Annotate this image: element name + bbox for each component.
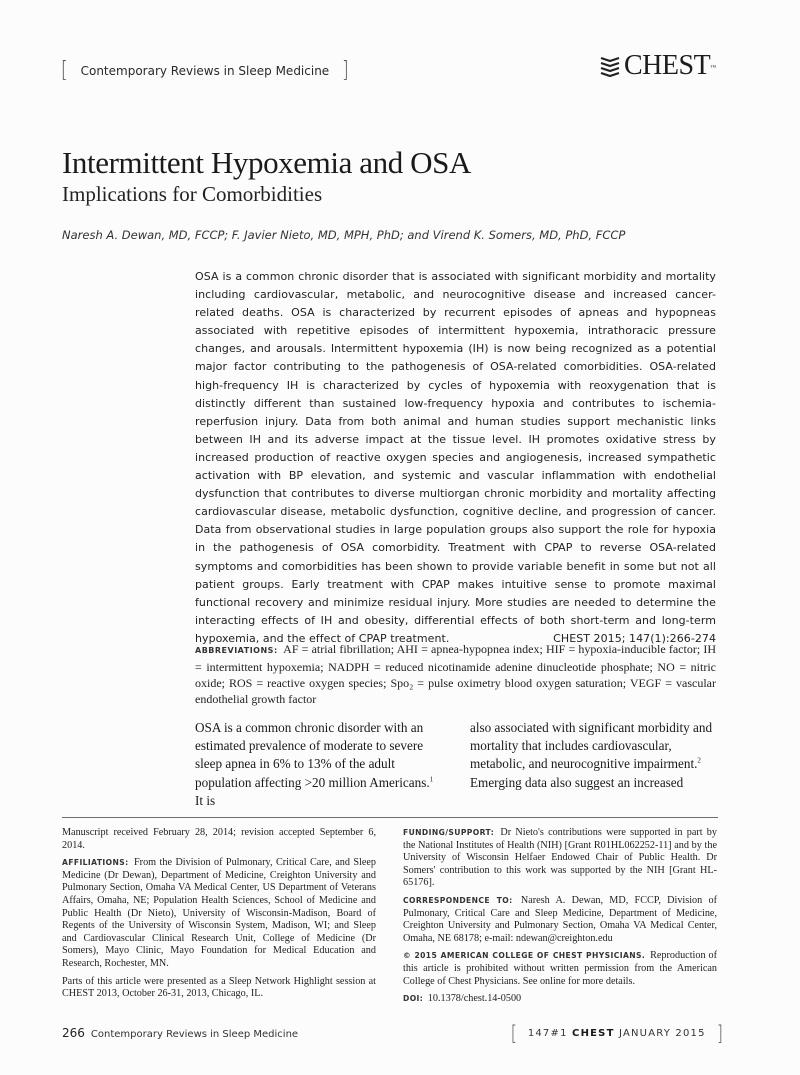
abbreviations-text: AF = atrial fibrillation; AHI = apnea-hypopnea index; HIF = hypoxia-inducible factor; IH = intermittent hypoxemia; NADPH = reduced nicotinamide adenine dinucleotide phosphate; NO = nitric oxide; ROS = reactive oxygen species; Spo₂ = pulse oximetry blood oxygen saturation; VEGF = vascular endothelial growth factor xyxy=(195,642,717,707)
page-footer-left xyxy=(62,1026,298,1040)
chest-ribcage-icon xyxy=(600,55,620,77)
abstract-text: OSA is a common chronic disorder that is associated with significant morbidity and mortality including cardiovascular, metabolic, and neurocognitive disease and increased cancer-related deaths. OSA is characterized by recurrent episodes of apneas and hypopneas associated with repetitive episodes of intermittent hypoxemia, intrathoracic pressure changes, and arousals. Intermittent hypoxemia (IH) is now being recognized as a potential major factor contributing to the pathogenesis of OSA-related comorbidities. OSA-related high-frequency IH is characterized by cycles of hypoxemia with reoxygenation that is distinctly different than sustained low-frequency hypoxia and contributes to ischemia-reperfusion injury. Data from both animal and human studies support mechanistic links between IH and its adverse impact at the tissue level. IH promotes oxidative stress by increased production of reactive oxygen species and angiogenesis, increased sympathetic activation with BP elevation, and systemic and vascular inflammation with endothelial dysfunction that contributes to diverse multiorgan chronic morbidity and mortality affecting cardiovascular disease, metabolic dysfunction, cognitive decline, and progression of cancer. Data from observational studies in large population groups also support the role for hypoxia in the pathogenesis of OSA comorbidity. Treatment with CPAP to reverse OSA-related symptoms and comorbidities has been shown to provide variable benefit in some but not all patient groups. Early treatment with CPAP makes intuitive sense to promote maximal functional recovery and minimize residual injury. More studies are needed to determine the interacting effects of IH and obesity, differential effects of both short-term and long-term hypoxemia, and the effect of CPAP treatment. xyxy=(195,270,716,645)
footnotes-left xyxy=(62,827,376,1006)
chest-logo xyxy=(600,52,716,80)
body-column-right xyxy=(470,719,716,792)
affiliations-label: AFFILIATIONS: xyxy=(62,858,129,868)
footnote-divider xyxy=(62,817,718,818)
body-text: It is xyxy=(195,792,216,808)
section-title: Contemporary Reviews in Sleep Medicine xyxy=(80,64,330,78)
logo-text: CHEST™ xyxy=(624,50,716,81)
page-number: 266 xyxy=(62,1026,85,1040)
right-bracket: ] xyxy=(716,1021,723,1045)
affiliations-text: From the Division of Pulmonary, Critical Care, and Sleep Medicine (Dr Dewan), Department of Medicine, Creighton University and Pulmonary Section, Omaha VA Medical Center, US Department of Veterans Affairs, Omaha, NE; Population Health Sciences, School of Medicine and Public Health (Dr Nieto), University of Wisconsin-Madison, Board of Regents of the University of Wisconsin System, Madison, WI; and Sleep and Cardiovascular Clinical Research Unit, College of Medicine (Dr Somers), Mayo Clinic, Mayo Foundation for Medical Education and Research, Rochester, MN. xyxy=(62,857,376,969)
abstract xyxy=(195,268,716,648)
funding xyxy=(403,827,717,890)
issue-info: 147#1 CHEST JANUARY 2015 xyxy=(527,1027,706,1039)
correspondence xyxy=(403,895,717,945)
article-subtitle: Implications for Comorbidities xyxy=(62,182,323,206)
body-text: OSA is a common chronic disorder with an estimated prevalence of moderate to severe sleep apnea in 6% to 13% of the adult population affecting >20 million Americans. xyxy=(195,720,430,790)
affiliations xyxy=(62,857,376,970)
doi-label: DOI: xyxy=(403,994,424,1004)
article-title: Intermittent Hypoxemia and OSA xyxy=(62,145,471,180)
abbreviations-label: ABBREVIATIONS: xyxy=(195,646,278,655)
right-bracket: ] xyxy=(342,58,349,83)
abbreviations xyxy=(195,641,716,707)
body-column-left xyxy=(195,719,441,810)
page-footer-right xyxy=(510,1022,724,1044)
left-bracket: [ xyxy=(510,1021,518,1045)
copyright xyxy=(403,950,717,988)
correspondence-label: CORRESPONDENCE TO: xyxy=(403,895,513,905)
doi-link[interactable]: 10.1378/chest.14-0500 xyxy=(427,993,522,1005)
footnotes-right xyxy=(403,827,717,1011)
author-list: Naresh A. Dewan, MD, FCCP; F. Javier Nieto, MD, MPH, PhD; and Virend K. Somers, MD, PhD, FCCP xyxy=(62,228,626,242)
left-bracket: [ xyxy=(60,58,68,83)
copyright-text: Reproduction of this article is prohibited without written permission from the American College of Chest Physicians. See online for more details. xyxy=(403,950,717,987)
presentation-note: Parts of this article were presented as a Sleep Network Highlight session at CHEST 2013, October 26-31, 2013, Chicago, IL. xyxy=(62,975,376,1000)
section-header xyxy=(60,58,350,84)
body-text: Emerging data also suggest an increased xyxy=(470,774,684,790)
reference-link[interactable]: 1 xyxy=(429,775,434,784)
manuscript-dates: Manuscript received February 28, 2014; revision accepted September 6, 2014. xyxy=(62,827,376,851)
funding-label: FUNDING/SUPPORT: xyxy=(403,828,495,837)
body-text: also associated with significant morbidity and mortality that includes cardiovascular, metabolic, and neurocognitive impairment. xyxy=(470,720,713,772)
citation: CHEST 2015; 147(1):266-274 xyxy=(553,631,716,645)
doi xyxy=(403,993,717,1006)
funding-text: Dr Nieto's contributions were supported in part by the National Institutes of Health (NIH) [Grant R01HL062252-11] and by the University of Wisconsin Helfaer Endowed Chair of Public Health. Dr Somers' contribution to this work was supported by the NIH [Grant HL-65176]. xyxy=(403,827,717,889)
correspondence-text: Naresh A. Dewan, MD, FCCP, Division of Pulmonary, Critical Care and Sleep Medicine, Department of Medicine, Creighton University and Pulmonary Section, Omaha VA Medical Center, Omaha, NE 68178; e-mail: ndewan@creighton.edu xyxy=(403,894,717,944)
footer-section-title: Contemporary Reviews in Sleep Medicine xyxy=(90,1029,299,1040)
reference-link[interactable]: 2 xyxy=(697,757,701,766)
copyright-label: © 2015 AMERICAN COLLEGE OF CHEST PHYSICIANS. xyxy=(403,951,646,961)
